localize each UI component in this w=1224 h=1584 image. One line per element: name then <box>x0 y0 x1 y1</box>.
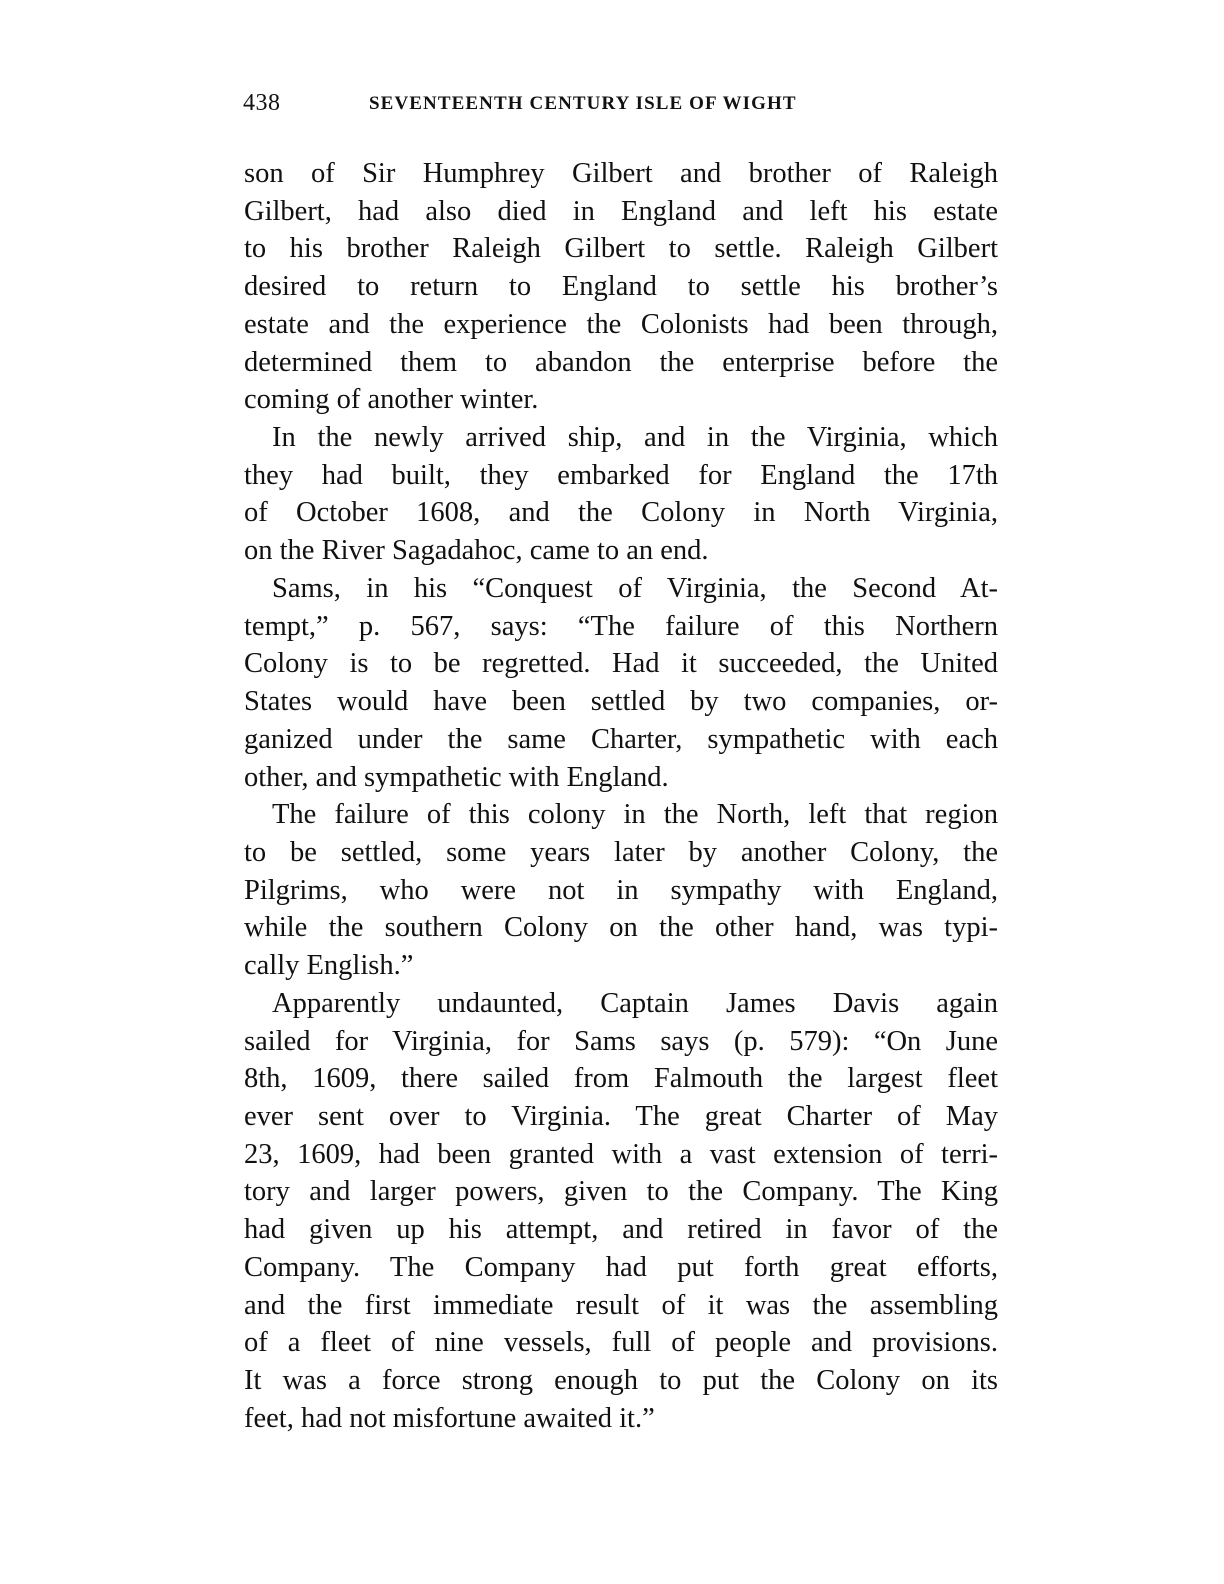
text-line: feet, had not misfortune awaited it.” <box>244 1402 655 1434</box>
text-line: It was a force strong enough to put the Colony on its <box>244 1365 998 1396</box>
paragraph <box>244 570 998 796</box>
text-line: Gilbert, had also died in England and left his estate <box>244 195 998 227</box>
text-line: they had built, they embarked for England the 17th <box>244 459 998 491</box>
body-text <box>244 155 998 1437</box>
text-line: In the newly arrived ship, and in the Virginia, which <box>272 422 998 454</box>
text-line: and the first immediate result of it was the assembling <box>244 1289 998 1321</box>
text-line: tempt,” p. 567, says: “The failure of this Northern <box>244 610 998 642</box>
text-line: The failure of this colony in the North, left that region <box>272 799 998 831</box>
paragraph <box>244 796 998 985</box>
text-line: had given up his attempt, and retired in favor of the <box>244 1214 998 1246</box>
text-line: Sams, in his “Conquest of Virginia, the Second At- <box>272 572 998 604</box>
text-line: Company. The Company had put forth great efforts, <box>244 1251 998 1283</box>
text-line: cally English.” <box>244 950 414 982</box>
text-line: Pilgrims, who were not in sympathy with England, <box>244 874 998 906</box>
text-line: 23, 1609, had been granted with a vast extension of terri- <box>244 1138 998 1170</box>
text-line: determined them to abandon the enterprise before the <box>244 346 998 378</box>
paragraph <box>244 155 998 419</box>
text-line: estate and the experience the Colonists had been through, <box>244 308 998 340</box>
paragraph <box>244 985 998 1438</box>
text-line: on the River Sagadahoc, came to an end. <box>244 535 709 567</box>
text-line: desired to return to England to settle his brother’s <box>244 271 998 303</box>
text-line: while the southern Colony on the other hand, was typi- <box>244 912 998 944</box>
text-line: tory and larger powers, given to the Company. The King <box>244 1176 998 1208</box>
text-line: Apparently undaunted, Captain James Davis again <box>272 987 998 1019</box>
text-line: ever sent over to Virginia. The great Charter of May <box>244 1100 998 1132</box>
text-line: coming of another winter. <box>244 384 539 416</box>
text-line: of October 1608, and the Colony in North Virginia, <box>244 497 998 529</box>
text-line: to be settled, some years later by another Colony, the <box>244 836 998 868</box>
running-head <box>243 88 873 118</box>
text-line: other, and sympathetic with England. <box>244 761 669 793</box>
text-line: sailed for Virginia, for Sams says (p. 579): “On June <box>244 1025 998 1057</box>
text-line: of a fleet of nine vessels, full of people and provisions. <box>244 1327 998 1359</box>
text-line: to his brother Raleigh Gilbert to settle. Raleigh Gilbert <box>244 233 998 265</box>
text-line: ganized under the same Charter, sympathetic with each <box>244 723 998 755</box>
text-line: States would have been settled by two companies, or- <box>244 686 998 718</box>
running-title: SEVENTEENTH CENTURY ISLE OF WIGHT <box>369 93 797 114</box>
paragraph <box>244 419 998 570</box>
text-line: 8th, 1609, there sailed from Falmouth the largest fleet <box>244 1063 998 1095</box>
text-line: son of Sir Humphrey Gilbert and brother of Raleigh <box>244 158 998 189</box>
text-line: Colony is to be regretted. Had it succeeded, the United <box>244 648 998 680</box>
page-number: 438 <box>243 90 281 116</box>
